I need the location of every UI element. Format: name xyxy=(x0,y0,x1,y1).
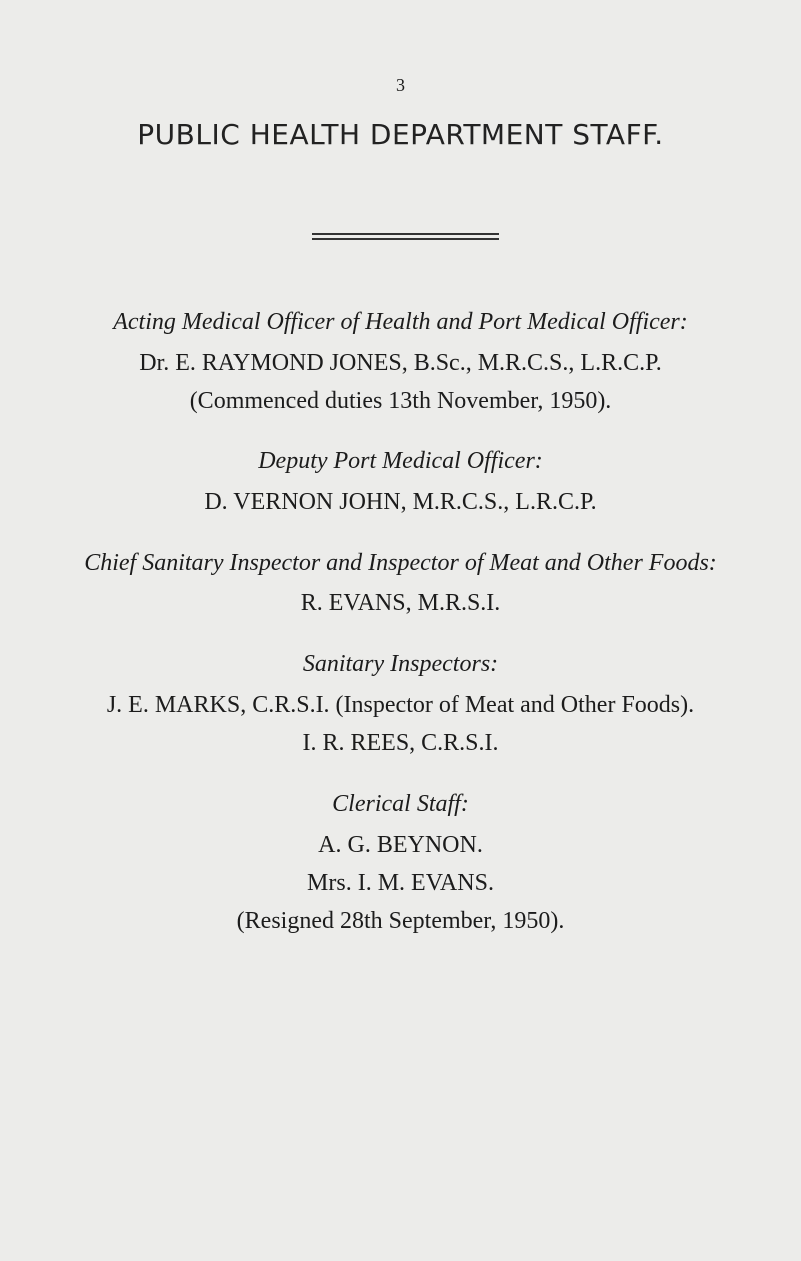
staff-line: J. E. MARKS, C.R.S.I. (Inspector of Meat and Other Foods). xyxy=(106,692,695,718)
section-heading-sanitary-inspectors: Sanitary Inspectors: xyxy=(302,651,499,677)
double-rule-bottom xyxy=(312,238,499,240)
page-title: PUBLIC HEALTH DEPARTMENT STAFF. xyxy=(137,118,664,151)
staff-line: Dr. E. RAYMOND JONES, B.Sc., M.R.C.S., L.R.C.P. xyxy=(139,350,662,376)
section-heading-deputy-port-officer: Deputy Port Medical Officer: xyxy=(258,448,543,474)
section-heading-chief-sanitary-inspector: Chief Sanitary Inspector and Inspector of Meat and Other Foods: xyxy=(84,550,717,576)
staff-line: D. VERNON JOHN, M.R.C.S., L.R.C.P. xyxy=(204,489,597,515)
staff-line: Mrs. I. M. EVANS. xyxy=(307,870,494,896)
staff-line: (Commenced duties 13th November, 1950). xyxy=(189,388,612,414)
staff-line: R. EVANS, M.R.S.I. xyxy=(300,590,501,616)
staff-line: I. R. REES, C.R.S.I. xyxy=(302,730,499,756)
staff-line: A. G. BEYNON. xyxy=(318,832,483,858)
section-heading-clerical-staff: Clerical Staff: xyxy=(332,791,469,817)
staff-line: (Resigned 28th September, 1950). xyxy=(236,908,565,934)
section-heading-medical-officer: Acting Medical Officer of Health and Port Medical Officer: xyxy=(113,309,688,335)
double-rule-top xyxy=(312,233,499,235)
page-number: 3 xyxy=(396,75,405,95)
